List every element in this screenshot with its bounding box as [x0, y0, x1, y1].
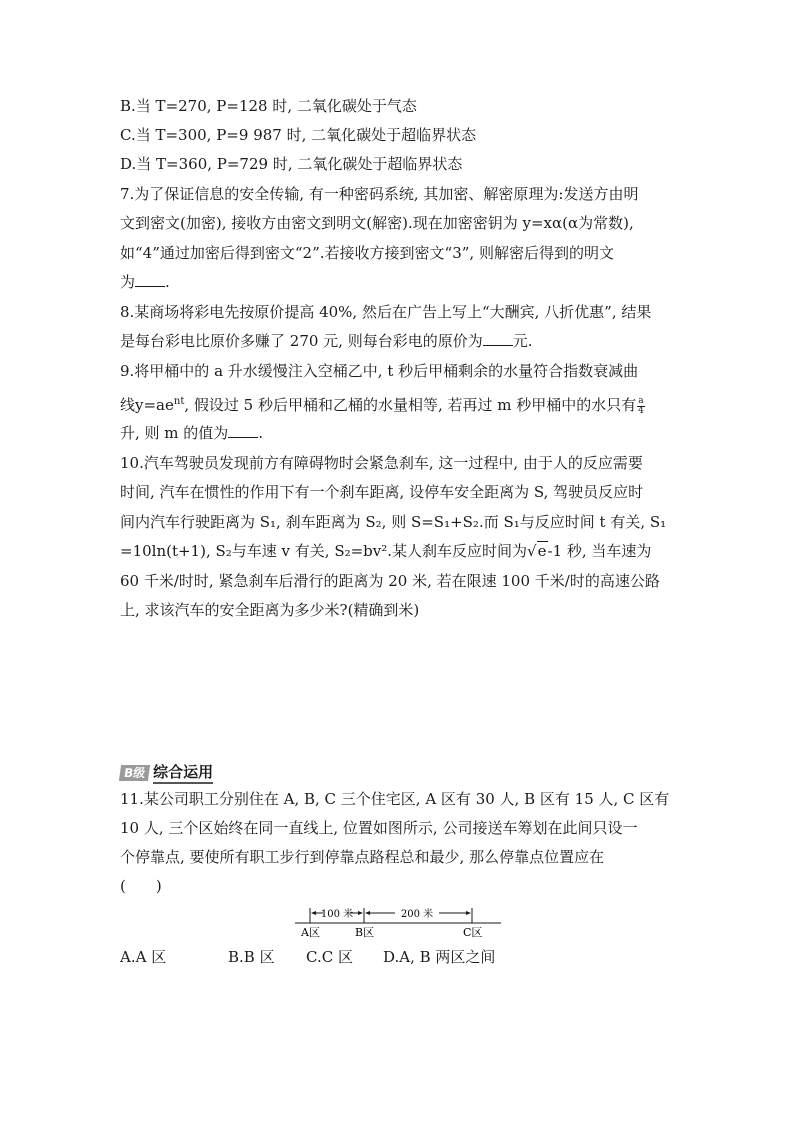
- section-b-heading: [120, 762, 213, 782]
- q7-line4-post: .: [165, 273, 170, 291]
- q10-line1: 10.汽车驾驶员发现前方有障碍物时会紧急刹车, 这一过程中, 由于人的反应需要: [120, 454, 643, 472]
- option-q6-b: B.当 T=270, P=128 时, 二氧化碳处于气态: [120, 97, 417, 115]
- section-title: 综合运用: [153, 762, 213, 784]
- q11-line1: 11.某公司职工分别住在 A, B, C 三个住宅区, A 区有 30 人, B 区有 15 人, C 区有: [120, 790, 670, 808]
- arrowhead-ab-left: [311, 911, 316, 915]
- choice-b: B.B 区: [228, 948, 275, 966]
- q9-line2-pre: 线y=ae: [120, 396, 174, 414]
- q10-line6: 上, 求该汽车的安全距离为多少米?(精确到米): [120, 601, 420, 619]
- label-dist-bc: 200 米: [400, 909, 434, 920]
- option-q6-d: D.当 T=360, P=729 时, 二氧化碳处于超临界状态: [120, 155, 463, 173]
- q10-line4-pre: =10ln(t+1), S₂与车速 v 有关, S₂=bv².某人刹车反应时间为: [120, 542, 528, 560]
- label-a: A区: [301, 926, 320, 939]
- q9-line3-post: .: [258, 424, 264, 442]
- answer-blank-q7: [135, 272, 165, 287]
- q7-line3: 如“4”通过加密后得到密文“2”.若接收方接到密文“3”, 则解密后得到的明文: [120, 244, 614, 262]
- choice-a: A.A 区: [120, 948, 167, 966]
- choice-d: D.A, B 两区之间: [383, 948, 496, 966]
- answer-blank-q8: [483, 331, 513, 346]
- q10-line4-post: -1 秒, 当车速为: [547, 542, 652, 560]
- arrowhead-bc-right: [466, 911, 471, 915]
- fraction-numerator: a: [638, 395, 644, 406]
- q10-line2: 时间, 汽车在惯性的作用下有一个刹车距离, 设停车安全距离为 S, 驾驶员反应时: [120, 483, 644, 501]
- section-level-badge: B级: [119, 765, 150, 781]
- q9-line1: 9.将甲桶中的 a 升水缓慢注入空桶乙中, t 秒后甲桶剩余的水量符合指数衰减曲: [120, 362, 639, 380]
- q9-line3: [120, 423, 263, 443]
- number-line-diagram: [293, 903, 503, 941]
- q10-line4: [120, 541, 651, 561]
- q9-exponent: nt: [173, 396, 185, 407]
- q8-line2: [120, 331, 533, 351]
- fraction-a-over-4: [637, 397, 644, 416]
- q11-line3: 个停靠点, 要使所有职工步行到停靠点路程总和最少, 那么停靠点位置应在: [120, 848, 605, 866]
- fraction-denominator: 4: [638, 405, 644, 416]
- q9-line2-mid: , 假设过 5 秒后甲桶和乙桶的水量相等, 若再过 m 秒甲桶中的水只有: [184, 396, 637, 414]
- q7-line2: 文到密文(加密), 接收方由密文到明文(解密).现在加密密钥为 y=xα(α为常数),: [120, 214, 634, 232]
- label-dist-ab: 100 米: [320, 909, 354, 920]
- choice-c: C.C 区: [306, 948, 353, 966]
- q7-line4-pre: 为: [120, 273, 136, 291]
- q7-line1: 7.为了保证信息的安全传输, 有一种密码系统, 其加密、解密原理为:发送方由明: [120, 185, 639, 203]
- arrowhead-ab-right: [358, 911, 363, 915]
- q10-line3: 间内汽车行驶距离为 S₁, 刹车距离为 S₂, 则 S=S₁+S₂.而 S₁与反应时间 t 有关, S₁: [120, 513, 667, 531]
- q8-line2-post: 元.: [512, 332, 533, 350]
- q8-line2-pre: 是每台彩电比原价多赚了 270 元, 则每台彩电的原价为: [120, 332, 483, 350]
- q7-line4: [120, 272, 170, 292]
- q9-line3-pre: 升, 则 m 的值为: [120, 424, 229, 442]
- option-q6-c: C.当 T=300, P=9 987 时, 二氧化碳处于超临界状态: [120, 126, 477, 144]
- sqrt-radicand: e: [537, 542, 547, 560]
- label-b: B区: [355, 926, 375, 939]
- answer-blank-q9: [228, 423, 258, 438]
- sqrt-e: √e: [527, 542, 547, 560]
- q8-line1: 8.某商场将彩电先按原价提高 40%, 然后在广告上写上“大酬宾, 八折优惠”, 结果: [120, 303, 652, 321]
- q11-answer-bracket: ( ): [120, 877, 162, 895]
- label-c: C区: [463, 926, 483, 939]
- arrowhead-bc-left: [365, 911, 370, 915]
- q10-line5: 60 千米/时时, 紧急刹车后滑行的距离为 20 米, 若在限速 100 千米/时的高速公路: [120, 572, 660, 590]
- q11-line2: 10 人, 三个区始终在同一直线上, 位置如图所示, 公司接送车筹划在此间只设一: [120, 819, 638, 837]
- q9-line2: [120, 392, 646, 416]
